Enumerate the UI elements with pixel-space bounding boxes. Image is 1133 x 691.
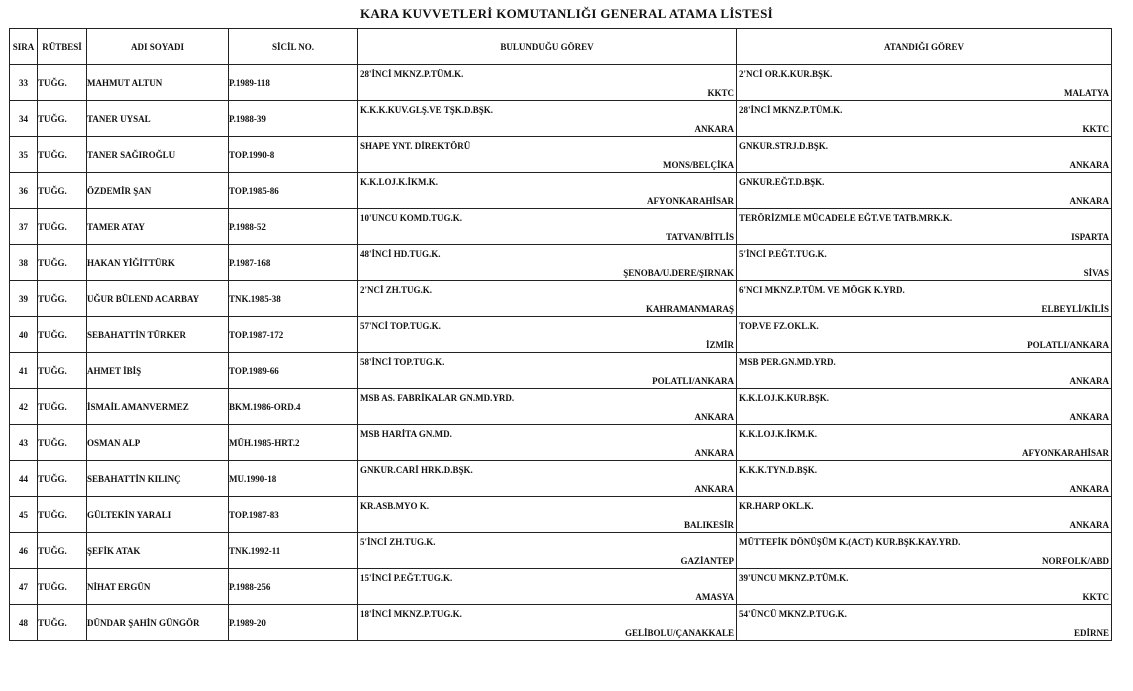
row-adi-soyadi: OSMAN ALP: [87, 425, 229, 461]
row-sicil-no: P.1988-256: [229, 569, 358, 605]
table-header: [10, 29, 1112, 65]
row-sicil-no: TNK.1985-38: [229, 281, 358, 317]
bulundugu-gorev-text: K.K.LOJ.K.İKM.K.: [360, 177, 439, 187]
row-sira: 48: [10, 605, 38, 641]
document-title: KARA KUVVETLERİ KOMUTANLIĞI GENERAL ATAMA LİSTESİ: [359, 6, 774, 21]
row-rutbe: TUĞG.: [38, 533, 87, 569]
assignment-table: [9, 28, 1112, 641]
row-atandigi-gorev: [737, 65, 1112, 101]
table-row: [10, 137, 1112, 173]
row-sicil-no: TOP.1989-66: [229, 353, 358, 389]
table-row: [10, 173, 1112, 209]
bulundugu-gorev-yer: AFYONKARAHİSAR: [646, 196, 734, 206]
atandigi-gorev-text: GNKUR.EĞT.D.BŞK.: [739, 177, 825, 187]
table-row: [10, 65, 1112, 101]
bulundugu-gorev-yer: ANKARA: [694, 124, 734, 134]
row-sira: 46: [10, 533, 38, 569]
atandigi-gorev-text: 39'UNCU MKNZ.P.TÜM.K.: [739, 573, 849, 583]
header-sira: SIRA: [10, 29, 38, 65]
atandigi-gorev-text: 2'NCİ OR.K.KUR.BŞK.: [739, 69, 833, 79]
header-atandigi-gorev: ATANDIĞI GÖREV: [737, 29, 1112, 65]
row-adi-soyadi: SEBAHATTİN KILINÇ: [87, 461, 229, 497]
row-adi-soyadi: AHMET İBİŞ: [87, 353, 229, 389]
table-row: [10, 101, 1112, 137]
table-row: [10, 497, 1112, 533]
row-sicil-no: TOP.1990-8: [229, 137, 358, 173]
table-row: [10, 605, 1112, 641]
row-sira: 37: [10, 209, 38, 245]
table-row: [10, 281, 1112, 317]
atandigi-gorev-text: 5'İNCİ P.EĞT.TUG.K.: [739, 249, 827, 259]
row-bulundugu-gorev: [358, 569, 737, 605]
row-sicil-no: TOP.1987-172: [229, 317, 358, 353]
bulundugu-gorev-yer: ŞENOBA/U.DERE/ŞIRNAK: [623, 268, 734, 278]
bulundugu-gorev-text: MSB HARİTA GN.MD.: [360, 429, 452, 439]
row-sira: 42: [10, 389, 38, 425]
row-sira: 38: [10, 245, 38, 281]
atandigi-gorev-yer: ANKARA: [1069, 412, 1109, 422]
atandigi-gorev-text: K.K.LOJ.K.İKM.K.: [739, 429, 818, 439]
row-rutbe: TUĞG.: [38, 137, 87, 173]
table-row: [10, 461, 1112, 497]
header-bulundugu-gorev: BULUNDUĞU GÖREV: [358, 29, 737, 65]
atandigi-gorev-yer: ANKARA: [1069, 160, 1109, 170]
row-atandigi-gorev: [737, 497, 1112, 533]
atandigi-gorev-text: 54'ÜNCÜ MKNZ.P.TUG.K.: [739, 609, 847, 619]
bulundugu-gorev-yer: POLATLI/ANKARA: [652, 376, 734, 386]
atandigi-gorev-yer: ISPARTA: [1071, 232, 1109, 242]
row-sicil-no: BKM.1986-ORD.4: [229, 389, 358, 425]
row-atandigi-gorev: [737, 173, 1112, 209]
row-atandigi-gorev: [737, 533, 1112, 569]
row-adi-soyadi: ÖZDEMİR ŞAN: [87, 173, 229, 209]
atandigi-gorev-yer: SİVAS: [1083, 268, 1109, 278]
bulundugu-gorev-yer: ANKARA: [694, 412, 734, 422]
row-sicil-no: P.1988-39: [229, 101, 358, 137]
row-atandigi-gorev: [737, 605, 1112, 641]
atandigi-gorev-yer: ANKARA: [1069, 484, 1109, 494]
bulundugu-gorev-yer: KAHRAMANMARAŞ: [646, 304, 734, 314]
row-rutbe: TUĞG.: [38, 317, 87, 353]
row-rutbe: TUĞG.: [38, 281, 87, 317]
row-rutbe: TUĞG.: [38, 65, 87, 101]
atandigi-gorev-text: KR.HARP OKL.K.: [739, 501, 814, 511]
row-atandigi-gorev: [737, 101, 1112, 137]
atandigi-gorev-yer: AFYONKARAHİSAR: [1021, 448, 1109, 458]
bulundugu-gorev-yer: İZMİR: [705, 340, 734, 350]
row-adi-soyadi: TAMER ATAY: [87, 209, 229, 245]
row-sira: 34: [10, 101, 38, 137]
bulundugu-gorev-text: 28'İNCİ MKNZ.P.TÜM.K.: [360, 69, 464, 79]
atandigi-gorev-text: MÜTTEFİK DÖNÜŞÜM K.(ACT) KUR.BŞK.KAY.YRD.: [739, 537, 961, 547]
bulundugu-gorev-text: 5'İNCİ ZH.TUG.K.: [360, 537, 436, 547]
bulundugu-gorev-yer: BALIKESİR: [683, 520, 734, 530]
row-sira: 43: [10, 425, 38, 461]
row-sicil-no: TNK.1992-11: [229, 533, 358, 569]
row-rutbe: TUĞG.: [38, 245, 87, 281]
bulundugu-gorev-text: MSB AS. FABRİKALAR GN.MD.YRD.: [360, 393, 515, 403]
table-row: [10, 353, 1112, 389]
table-row: [10, 569, 1112, 605]
bulundugu-gorev-text: SHAPE YNT. DİREKTÖRÜ: [360, 141, 471, 151]
row-sicil-no: P.1989-118: [229, 65, 358, 101]
atandigi-gorev-yer: NORFOLK/ABD: [1041, 556, 1109, 566]
row-adi-soyadi: TANER UYSAL: [87, 101, 229, 137]
row-rutbe: TUĞG.: [38, 605, 87, 641]
row-sira: 45: [10, 497, 38, 533]
row-adi-soyadi: DÜNDAR ŞAHİN GÜNGÖR: [87, 605, 229, 641]
row-atandigi-gorev: [737, 569, 1112, 605]
row-bulundugu-gorev: [358, 461, 737, 497]
atandigi-gorev-yer: ANKARA: [1069, 520, 1109, 530]
atandigi-gorev-yer: POLATLI/ANKARA: [1027, 340, 1109, 350]
atandigi-gorev-text: TOP.VE FZ.OKL.K.: [739, 321, 819, 331]
row-adi-soyadi: NİHAT ERGÜN: [87, 569, 229, 605]
table-row: [10, 245, 1112, 281]
bulundugu-gorev-yer: MONS/BELÇİKA: [662, 160, 734, 170]
table-body: [10, 65, 1112, 641]
row-bulundugu-gorev: [358, 137, 737, 173]
atandigi-gorev-yer: KKTC: [1082, 592, 1109, 602]
row-atandigi-gorev: [737, 245, 1112, 281]
bulundugu-gorev-text: GNKUR.CARİ HRK.D.BŞK.: [360, 465, 473, 475]
row-rutbe: TUĞG.: [38, 101, 87, 137]
row-adi-soyadi: SEBAHATTİN TÜRKER: [87, 317, 229, 353]
row-sira: 36: [10, 173, 38, 209]
bulundugu-gorev-text: K.K.K.KUV.GLŞ.VE TŞK.D.BŞK.: [360, 105, 493, 115]
row-sira: 47: [10, 569, 38, 605]
row-sicil-no: P.1989-20: [229, 605, 358, 641]
row-rutbe: TUĞG.: [38, 209, 87, 245]
row-rutbe: TUĞG.: [38, 569, 87, 605]
bulundugu-gorev-yer: TATVAN/BİTLİS: [665, 232, 734, 242]
row-adi-soyadi: UĞUR BÜLEND ACARBAY: [87, 281, 229, 317]
row-bulundugu-gorev: [358, 317, 737, 353]
row-atandigi-gorev: [737, 317, 1112, 353]
atandigi-gorev-text: MSB PER.GN.MD.YRD.: [739, 357, 836, 367]
row-rutbe: TUĞG.: [38, 389, 87, 425]
row-sira: 40: [10, 317, 38, 353]
row-bulundugu-gorev: [358, 605, 737, 641]
row-sicil-no: P.1988-52: [229, 209, 358, 245]
bulundugu-gorev-yer: KKTC: [707, 88, 734, 98]
row-bulundugu-gorev: [358, 497, 737, 533]
row-rutbe: TUĞG.: [38, 173, 87, 209]
row-sira: 41: [10, 353, 38, 389]
table-row: [10, 317, 1112, 353]
row-bulundugu-gorev: [358, 425, 737, 461]
table-row: [10, 209, 1112, 245]
row-adi-soyadi: ŞEFİK ATAK: [87, 533, 229, 569]
row-atandigi-gorev: [737, 209, 1112, 245]
row-sira: 44: [10, 461, 38, 497]
row-rutbe: TUĞG.: [38, 497, 87, 533]
row-bulundugu-gorev: [358, 281, 737, 317]
row-adi-soyadi: İSMAİL AMANVERMEZ: [87, 389, 229, 425]
bulundugu-gorev-yer: GELİBOLU/ÇANAKKALE: [624, 628, 734, 638]
atandigi-gorev-yer: ANKARA: [1069, 376, 1109, 386]
atandigi-gorev-text: TERÖRİZMLE MÜCADELE EĞT.VE TATB.MRK.K.: [739, 213, 953, 223]
row-sicil-no: TOP.1987-83: [229, 497, 358, 533]
row-rutbe: TUĞG.: [38, 353, 87, 389]
atandigi-gorev-text: 28'İNCİ MKNZ.P.TÜM.K.: [739, 105, 843, 115]
row-bulundugu-gorev: [358, 101, 737, 137]
row-bulundugu-gorev: [358, 353, 737, 389]
row-sicil-no: MÜH.1985-HRT.2: [229, 425, 358, 461]
atandigi-gorev-text: GNKUR.STRJ.D.BŞK.: [739, 141, 829, 151]
table-row: [10, 425, 1112, 461]
row-bulundugu-gorev: [358, 65, 737, 101]
atandigi-gorev-yer: ELBEYLİ/KİLİS: [1041, 304, 1109, 314]
header-sicil-no: SİCİL NO.: [229, 29, 358, 65]
row-sira: 35: [10, 137, 38, 173]
row-bulundugu-gorev: [358, 245, 737, 281]
bulundugu-gorev-text: 18'İNCİ MKNZ.P.TUG.K.: [360, 609, 462, 619]
row-rutbe: TUĞG.: [38, 461, 87, 497]
row-atandigi-gorev: [737, 461, 1112, 497]
row-adi-soyadi: MAHMUT ALTUN: [87, 65, 229, 101]
row-adi-soyadi: GÜLTEKİN YARALI: [87, 497, 229, 533]
row-sira: 33: [10, 65, 38, 101]
row-bulundugu-gorev: [358, 533, 737, 569]
bulundugu-gorev-text: 48'İNCİ HD.TUG.K.: [360, 249, 441, 259]
atandigi-gorev-yer: ANKARA: [1069, 196, 1109, 206]
table-row: [10, 533, 1112, 569]
atandigi-gorev-yer: EDİRNE: [1073, 628, 1109, 638]
header-adi-soyadi: ADI SOYADI: [87, 29, 229, 65]
row-bulundugu-gorev: [358, 389, 737, 425]
bulundugu-gorev-yer: ANKARA: [694, 448, 734, 458]
row-sicil-no: TOP.1985-86: [229, 173, 358, 209]
bulundugu-gorev-yer: AMASYA: [695, 592, 734, 602]
row-atandigi-gorev: [737, 425, 1112, 461]
row-atandigi-gorev: [737, 389, 1112, 425]
row-rutbe: TUĞG.: [38, 425, 87, 461]
bulundugu-gorev-text: 57'NCİ TOP.TUG.K.: [360, 321, 441, 331]
row-sicil-no: P.1987-168: [229, 245, 358, 281]
bulundugu-gorev-text: 2'NCİ ZH.TUG.K.: [360, 285, 433, 295]
row-atandigi-gorev: [737, 353, 1112, 389]
row-sicil-no: MU.1990-18: [229, 461, 358, 497]
bulundugu-gorev-text: 58'İNCİ TOP.TUG.K.: [360, 357, 445, 367]
atandigi-gorev-yer: MALATYA: [1063, 88, 1109, 98]
bulundugu-gorev-yer: GAZİANTEP: [680, 556, 734, 566]
atandigi-gorev-text: 6'NCI MKNZ.P.TÜM. VE MÖGK K.YRD.: [739, 285, 905, 295]
row-adi-soyadi: HAKAN YİĞİTTÜRK: [87, 245, 229, 281]
bulundugu-gorev-text: KR.ASB.MYO K.: [360, 501, 430, 511]
table-row: [10, 389, 1112, 425]
header-row: [10, 29, 1112, 65]
atandigi-gorev-text: K.K.K.TYN.D.BŞK.: [739, 465, 818, 475]
bulundugu-gorev-text: 15'İNCİ P.EĞT.TUG.K.: [360, 573, 453, 583]
row-bulundugu-gorev: [358, 173, 737, 209]
row-atandigi-gorev: [737, 281, 1112, 317]
bulundugu-gorev-text: 10'UNCU KOMD.TUG.K.: [360, 213, 462, 223]
row-adi-soyadi: TANER SAĞIROĞLU: [87, 137, 229, 173]
bulundugu-gorev-yer: ANKARA: [694, 484, 734, 494]
row-atandigi-gorev: [737, 137, 1112, 173]
header-rutbe: RÜTBESİ: [38, 29, 87, 65]
row-bulundugu-gorev: [358, 209, 737, 245]
atandigi-gorev-text: K.K.LOJ.K.KUR.BŞK.: [739, 393, 830, 403]
atandigi-gorev-yer: KKTC: [1082, 124, 1109, 134]
row-sira: 39: [10, 281, 38, 317]
